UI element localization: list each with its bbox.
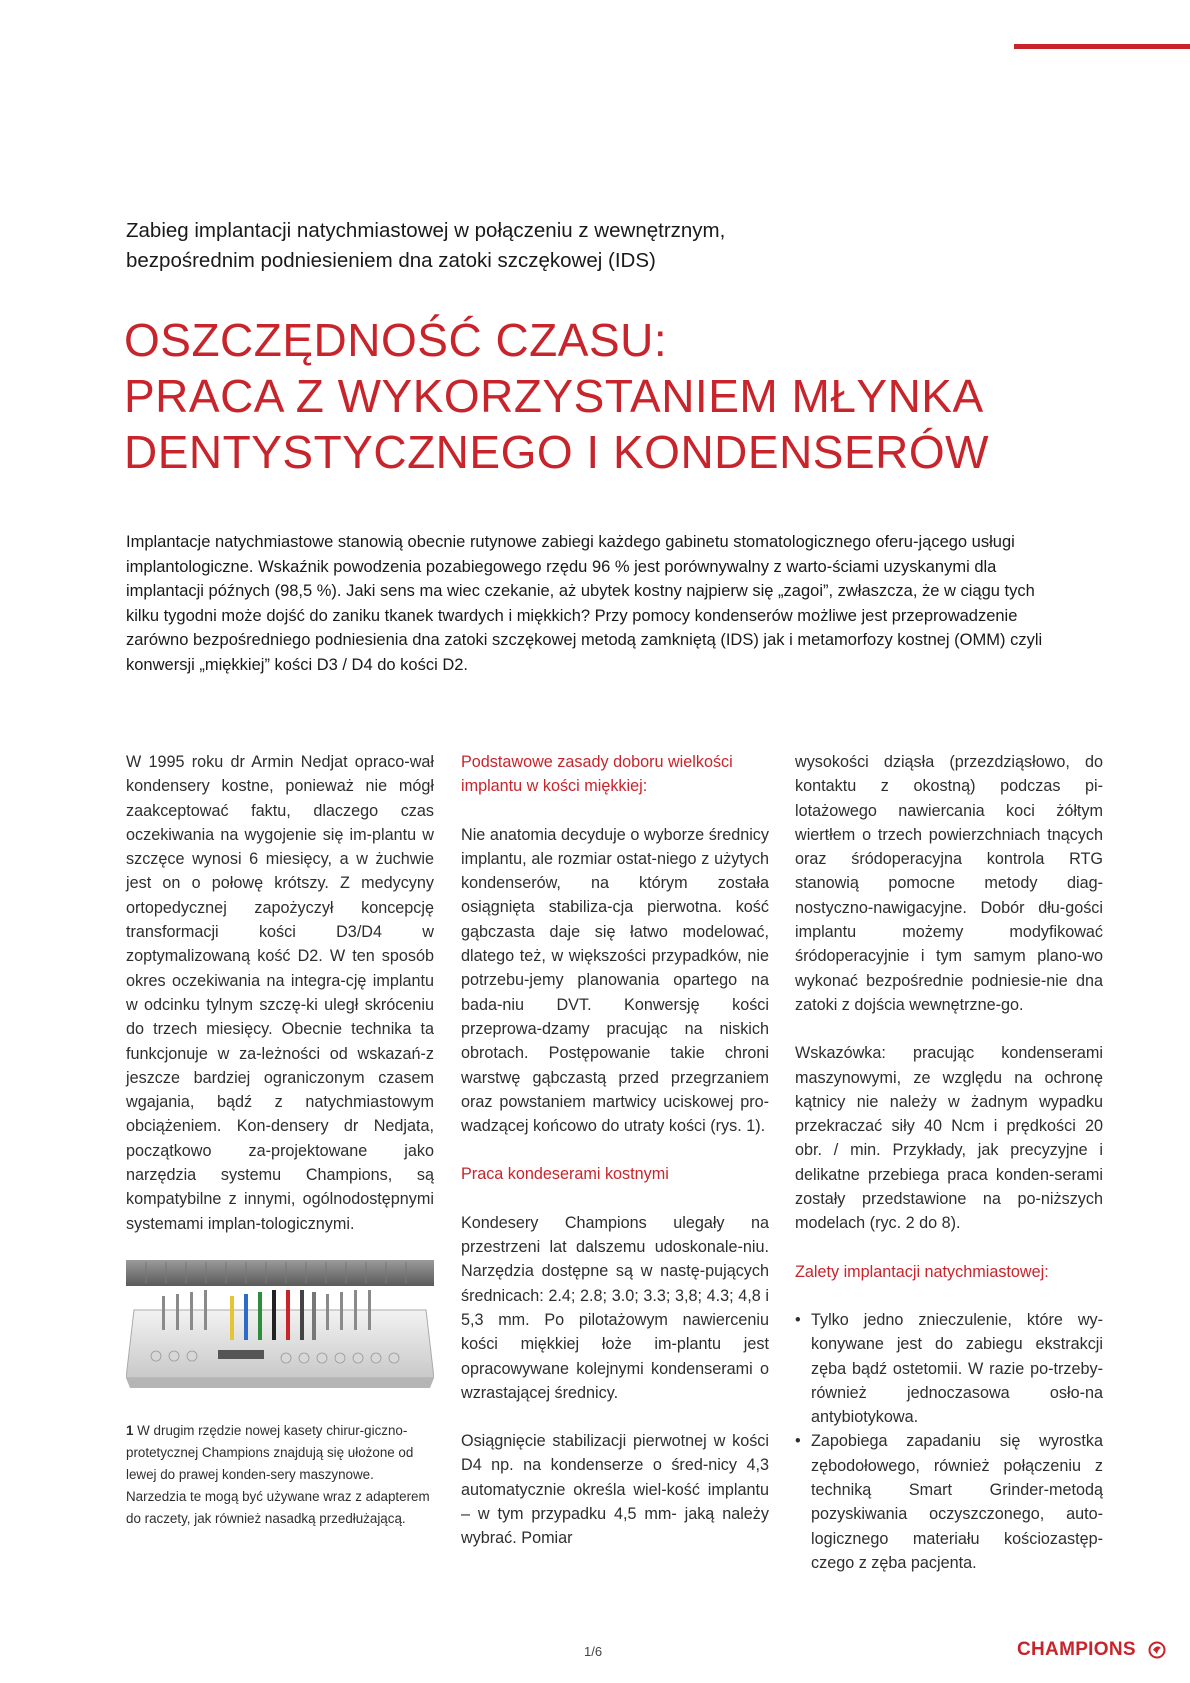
list-item: • Tylko jedno znieczulenie, które wy-konywane jest do zabiegu ekstrakcji zęba bądź ostetomii. W razie po-trzeby- również jednoczasowa osło-na antybiotykowa. bbox=[795, 1308, 1103, 1429]
figure-caption bbox=[126, 1420, 434, 1530]
page-number: 1/6 bbox=[584, 1644, 603, 1659]
lead-paragraph: Implantacje natychmiastowe stanowią obecnie rutynowe zabiegi każdego gabinetu stomatologicznego oferu-jącego usługi implantologiczne. Wskaźnik powodzenia pozabiegowego rzędu 96 % jest porównywalny z warto-ściami uzyskanymi dla implantacji późnych (98,5 %). Jaki sens ma wiec czekanie, aż ubytek kostny najpierw się „zagoi”, zwłaszcza, że w ciągu tych kilku tygodni może dojść do zaniku tkanek twardych i miękkich? Przy pomocy kondenserów możliwe jest przeprowadzenie zarówno bezpośredniego podniesienia dna zatoki szczękowej metodą zamkniętą (IDS) jak i metamorfozy kostnej (OMM) czyli konwersji „miękkiej” kości D3 / D4 do kości D2. bbox=[126, 533, 1043, 674]
subtitle-line-1: Zabieg implantacji natychmiastowej w połączeniu z wewnętrznym, bbox=[126, 219, 726, 242]
headline-line-3: DENTYSTYCZNEGO I KONDENSERÓW bbox=[124, 426, 990, 478]
column-1 bbox=[126, 750, 434, 1530]
col3-paragraph-1: wysokości dziąsła (przezdziąsłowo, do kontaktu z okostną) podczas pi-lotażowego nawiercania koci żółtym wiertłem o trzech powierzchniach tnących oraz śródoperacyjna kontrola RTG stanowią pomocne metody diag-nostyczno-nawigacyjne. Dobór dłu-gości implantu możemy modyfikować śródoperacyjnie i tym samym plano-wo wykonać bezpośrednie podniesie-nie dna zatoki z dojścia wewnętrzne-go. bbox=[795, 753, 1103, 1014]
section-heading-implant-size: Podstawowe zasady doboru wielkości implantu w kości miękkiej: bbox=[461, 753, 733, 796]
article-headline bbox=[124, 312, 1124, 480]
article-subtitle bbox=[126, 216, 886, 276]
advantages-list bbox=[795, 1308, 1103, 1575]
surgical-kit-photo bbox=[126, 1260, 434, 1390]
headline-line-2: PRACA Z WYKORZYSTANIEM MŁYNKA bbox=[124, 370, 984, 422]
top-accent-rule bbox=[1014, 44, 1190, 49]
caption-text: W drugim rzędzie nowej kasety chirur-giczno-protetycznej Champions znajdują się ułożone od lewej do prawej konden-sery maszynowe. Narzedzia te mogą być używane wraz z adapterem do raczety, jak również nasadką przedłużającą. bbox=[126, 1422, 430, 1526]
col3-paragraph-2: Wskazówka: pracując kondenserami maszynowymi, ze względu na ochronę kątnicy nie należy w żadnym wypadku przekraczać siły 40 Ncm i prędkości 20 obr. / min. Przykłady, jak precyzyjne i delikatne przebiega praca konden-serami zostały przedstawione na po-niższych modelach (ryc. 2 do 8). bbox=[795, 1044, 1103, 1233]
list-item: • Zapobiega zapadaniu się wyrostka zębodołowego, również połączeniu z techniką Smart Grinder-metodą pozyskiwania oczyszczonego, auto-logicznego materiału kościozastęp-czego z zęba pacjenta. bbox=[795, 1429, 1103, 1575]
caption-number: 1 bbox=[126, 1422, 134, 1438]
col2-paragraph-1: Nie anatomia decyduje o wyborze średnicy implantu, ale rozmiar ostat-niego z użytych kondenserów, na którym została osiągnięta stabiliza-cja pierwotna. kość gąbczasta daje się łatwo modelować, dlatego też, w większości przypadków, nie potrzebu-jemy planowania opartego na bada-niu DVT. Konwersję kości przeprowa-dzamy pracując na niskich obrotach. Postępowanie takie chroni warstwę gąbczastą przed przegrzaniem oraz powstaniem martwicy uciskowej pro-wadzącej końcowo do utraty kości (rys. 1). bbox=[461, 825, 769, 1136]
subtitle-line-2: bezpośrednim podniesieniem dna zatoki szczękowej (IDS) bbox=[126, 249, 656, 272]
brand-logo-icon bbox=[1148, 1641, 1166, 1659]
column-3 bbox=[795, 750, 1103, 1575]
col2-paragraph-2: Kondesery Champions ulegały na przestrzeni lat dalszemu udoskonale-niu. Narzędzia dostępne są w nastę-pujących średnicach: 2.4; 2.8; 3.0; 3.3; 3,8; 4.3; 4,8 i 5,3 mm. Po pilotażowym nawierceniu kości miękkiej łoże im-plantu jest opracowywane kolejnymi kondenserami o wzrastającej średnicy. bbox=[461, 1213, 769, 1402]
headline-line-1: OSZCZĘDNOŚĆ CZASU: bbox=[124, 314, 668, 366]
section-heading-condensers: Praca kondeserami kostnymi bbox=[461, 1165, 669, 1184]
col2-paragraph-3: Osiągnięcie stabilizacji pierwotnej w kości D4 np. na kondenserze o śred-nicy 4,3 automatycznie określa wiel-kość implantu – w tym przypadku 4,5 mm- jaką należy wybrać. Pomiar bbox=[461, 1432, 769, 1548]
surgical-kit-illustration bbox=[126, 1260, 434, 1390]
col1-paragraph: W 1995 roku dr Armin Nedjat opraco-wał kondensery kostne, ponieważ nie mógł zaakceptować faktu, dlaczego czas oczekiwania na wygojenie się im-plantu w szczęce wynosi 6 miesięcy, a w żuchwie jest on o połowę krótszy. Z medycyny ortopedycznej zapożyczył koncepcję transformacji kości D3/D4 w zoptymalizowaną kość D2. W ten sposób okres oczekiwania na integra-cję implantu w odcinku tylnym szczę-ki uległ skróceniu do trzech miesięcy. Obecnie technika ta funkcjonuje w za-leżności od wskazań-z jeszcze bardziej ograniczonym czasem wgajania, bądź z natychmiastowym obciążeniem. Kon-densery dr Nedjata, początkowo za-projektowane jako narzędzia systemu Champions, są kompatybilne z innymi, ogólnodostępnymi systemami implan-tologicznymi. bbox=[126, 753, 434, 1233]
brand-logo-text: CHAMPIONS bbox=[1017, 1639, 1136, 1660]
column-2 bbox=[461, 750, 769, 1575]
section-heading-advantages: Zalety implantacji natychmiastowej: bbox=[795, 1262, 1049, 1281]
